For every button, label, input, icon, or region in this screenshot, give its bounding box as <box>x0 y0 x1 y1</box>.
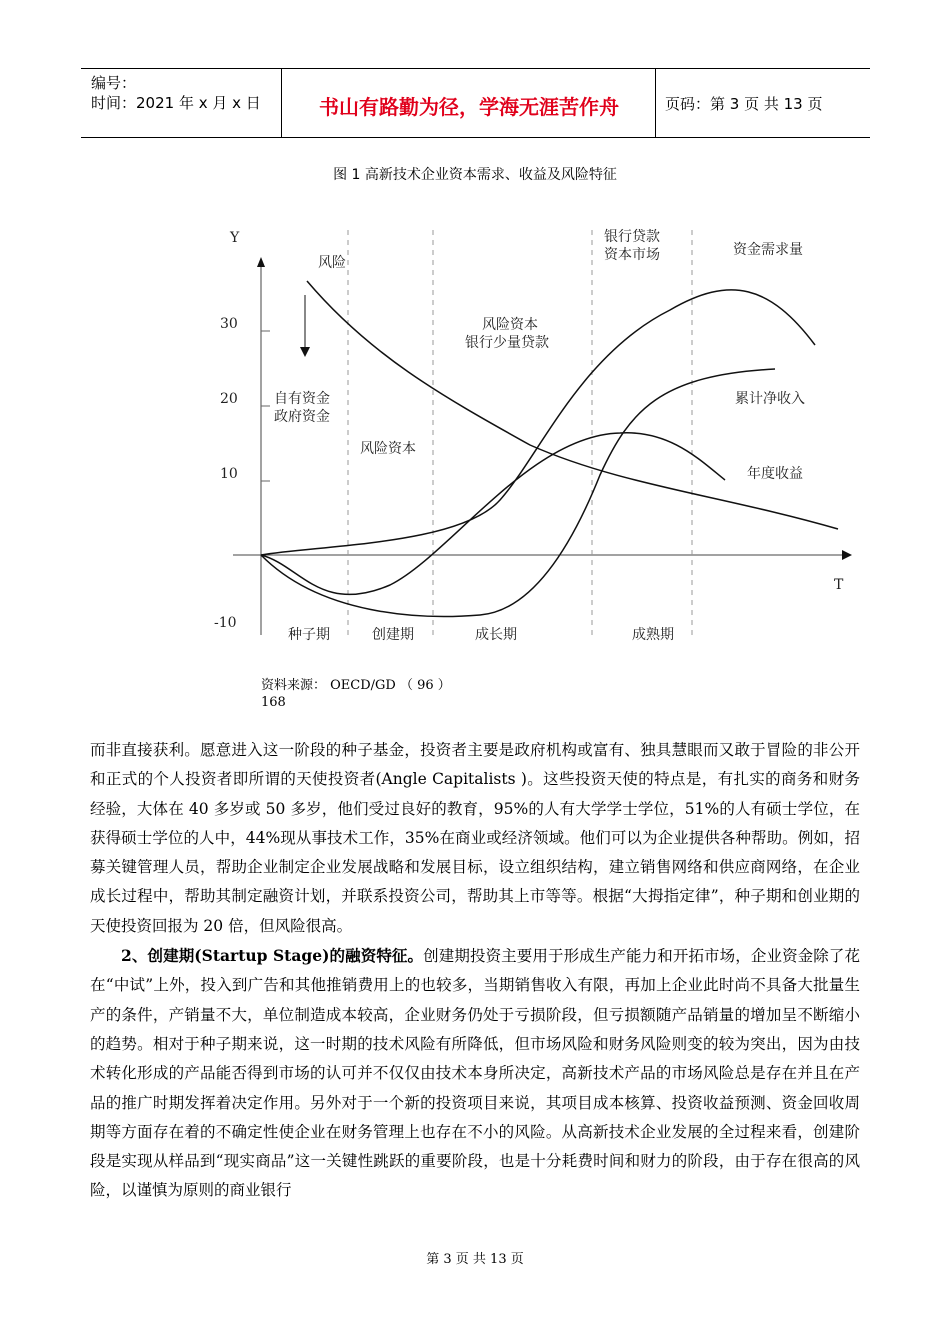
stage-label: 种子期 <box>288 627 330 643</box>
capital-demand-curve <box>261 290 815 555</box>
figure-source <box>261 677 451 711</box>
capital-demand-label: 资金需求量 <box>733 242 803 258</box>
page-header <box>81 68 870 138</box>
stage-label: 成熟期 <box>632 627 674 643</box>
y-axis-label: Y <box>230 230 240 246</box>
y-tick-label: 20 <box>220 391 238 407</box>
stage-label: 成长期 <box>475 627 517 643</box>
venture-capital-label: 风险资本 <box>360 441 416 457</box>
venture-capital-label: 风险资本 <box>482 317 538 333</box>
y-axis-arrow <box>257 257 265 267</box>
source-line: 168 <box>261 695 286 710</box>
paragraph-text: 创建期投资主要用于形成生产能力和开拓市场，企业资金除了花在“中试”上外，投入到广告和其他推销费用上的也较多，当期销售收入有限，再加上企业此时尚不具备大批量生产的条件，产销量不大，单位制造成本较高，企业财务仍处于亏损阶段，但亏损额随产品销量的增加呈不断缩小的趋势。相对于种子期来说，这一时期的技术风险有所降低，但市场风险和财务风险则变的较为突出，因为由技术转化形成的产品能否得到市场的认可并不仅仅由技术本身所决定，高新技术产品的市场风险总是存在并且在产品的推广时期发挥着决定作用。另外对于一个新的投资项目来说，其项目成本核算、投资收益预测、资金回收周期等方面存在着的不确定性使企业在财务管理上也存在不小的风险。从高新技术企业发展的全过程来看，创建阶段是实现从样品到“现实商品”这一关键性跳跃的重要阶段，也是十分耗费时间和财力的阶段，由于存在很高的风险，以谨慎为原则的商业银行 <box>90 947 860 1200</box>
bank-loan-label: 银行贷款 <box>604 229 660 245</box>
header-motto: 书山有路勤为径，学海无涯苦作舟 <box>319 95 619 119</box>
capital-market-label: 资本市场 <box>604 247 660 263</box>
source-line: 资料来源： OECD/GD （ 96 ） <box>261 678 451 693</box>
y-tick-label: 30 <box>220 316 238 332</box>
cumulative-income-curve <box>261 369 775 616</box>
financing-stage-figure <box>200 215 870 655</box>
risk-label: 风险 <box>318 255 346 271</box>
paragraph: 而非直接获利。愿意进入这一阶段的种子基金，投资者主要是政府机构或富有、独具慧眼而又敢于冒险的非公开和正式的个人投资者即所谓的天使投资者(Angle Capitalists )。这些投资天使的特点是，有扎实的商务和财务经验，大体在 40 多岁或 50 多岁，他们受过良好的教育，95%的人有大学学士学位，51%的人有硕士学位，在获得硕士学位的人中，44%现从事技术工作，35%在商业或经济领域。他们可以为企业提供各种帮助。例如，招募关键管理人员，帮助企业制定企业发展战略和发展目标，设立组织结构，建立销售网络和供应商网络，在企业成长过程中，帮助其制定融资计划，并联系投资公司，帮助其上市等等。根据“大拇指定律”，种子期和创业期的天使投资回报为 20 倍，但风险很高。 <box>90 741 860 935</box>
annual-income-label: 年度收益 <box>747 466 803 482</box>
own-funds-label: 自有资金 <box>274 391 330 407</box>
bank-small-loan-label: 银行少量贷款 <box>465 335 549 351</box>
date-label: 时间：2021 年 x 月 x 日 <box>91 94 261 112</box>
paragraph <box>90 941 860 1206</box>
stage-label: 创建期 <box>372 627 414 643</box>
x-axis-label: T <box>834 577 844 593</box>
header-page-label: 页码：第 3 页 共 13 页 <box>665 95 823 113</box>
government-funds-label: 政府资金 <box>274 409 330 425</box>
cumulative-income-label: 累计净收入 <box>735 391 805 407</box>
y-tick-label: 10 <box>220 466 238 482</box>
body-text <box>90 736 860 1206</box>
number-label: 编号： <box>91 74 137 92</box>
y-tick-label: -10 <box>214 615 237 631</box>
section-heading: 2、创建期(Startup Stage)的融资特征。 <box>121 946 424 966</box>
risk-down-arrow-head <box>300 347 310 357</box>
header-divider <box>281 69 282 137</box>
figure-caption: 图 1 高新技术企业资本需求、收益及风险特征 <box>333 167 617 183</box>
annual-income-curve <box>261 433 725 595</box>
x-axis-arrow <box>842 550 852 560</box>
page-footer: 第 3 页 共 13 页 <box>426 1252 524 1267</box>
header-meta <box>91 73 261 113</box>
header-divider <box>655 69 656 137</box>
